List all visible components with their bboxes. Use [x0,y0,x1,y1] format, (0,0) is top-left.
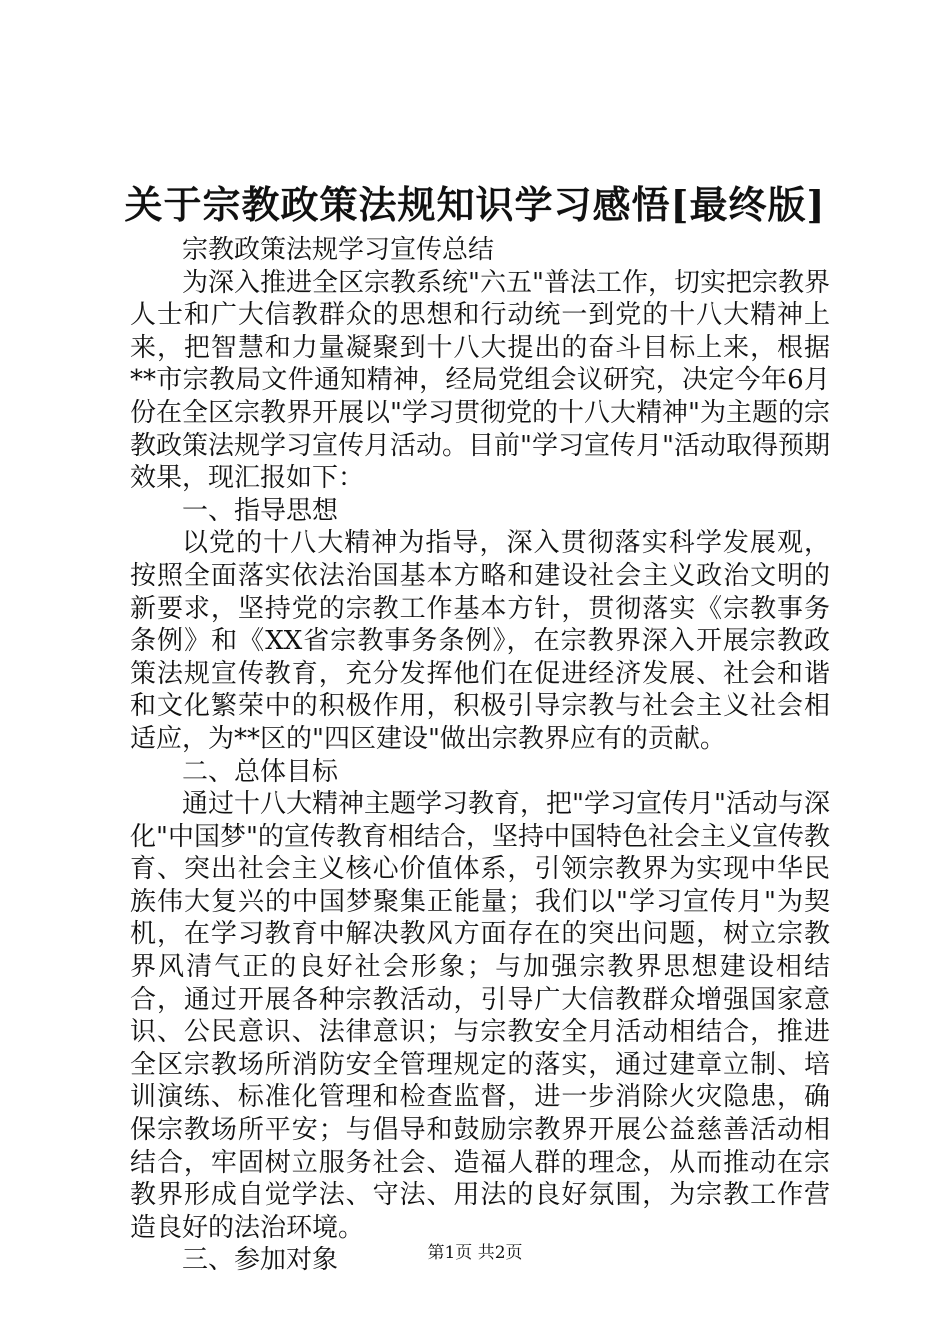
section-heading-participants: 三、参加对象 [182,1245,339,1276]
guiding-ideology-paragraph: 以党的十八大精神为指导，深入贯彻落实科学发展观，按照全面落实依法治国基本方略和建设社会主义政治文明的新要求，坚持党的宗教工作基本方针，贯彻落实《宗教事务条例》和《XX省宗教事务条例》，在宗教界深入开展宗教政策法规宣传教育，充分发挥他们在促进经济发展、社会和谐和文化繁荣中的积极作用，积极引导宗教与社会主义社会相适应，为**区的"四区建设"做出宗教界应有的贡献。 [130,528,830,754]
overall-goal-paragraph: 通过十八大精神主题学习教育，把"学习宣传月"活动与深化"中国梦"的宣传教育相结合，坚持中国特色社会主义宣传教育、突出社会主义核心价值体系，引领宗教界为实现中华民族伟大复兴的中国梦聚集正能量；我们以"学习宣传月"为契机，在学习教育中解决教风方面存在的突出问题，树立宗教界风清气正的良好社会形象；与加强宗教界思想建设相结合，通过开展各种宗教活动，引导广大信教群众增强国家意识、公民意识、法律意识；与宗教安全月活动相结合，推进全区宗教场所消防安全管理规定的落实，通过建章立制、培训演练、标准化管理和检查监督，进一步消除火灾隐患，确保宗教场所平安；与倡导和鼓励宗教界开展公益慈善活动相结合，牢固树立服务社会、造福人群的理念，从而推动在宗教界形成自觉学法、守法、用法的良好氛围，为宗教工作营造良好的法治环境。 [130,789,830,1243]
subtitle-paragraph: 宗教政策法规学习宣传总结 [182,235,495,265]
document-body [130,234,830,1277]
section-heading-overall-goal: 二、总体目标 [182,756,339,787]
intro-paragraph: 为深入推进全区宗教系统"六五"普法工作，切实把宗教界人士和广大信教群众的思想和行动统一到党的十八大精神上来，把智慧和力量凝聚到十八大提出的奋斗目标上来，根据**市宗教局文件通知精神，经局党组会议研究，决定今年6月份在全区宗教界开展以"学习贯彻党的十八大精神"为主题的宗教政策法规学习宣传月活动。目前"学习宣传月"活动取得预期效果，现汇报如下： [130,267,830,494]
document-title: 关于宗教政策法规知识学习感悟[最终版] [124,182,826,227]
page-footer: 第1页 共2页 [427,1243,523,1263]
section-heading-guiding-ideology: 一、指导思想 [182,495,339,526]
